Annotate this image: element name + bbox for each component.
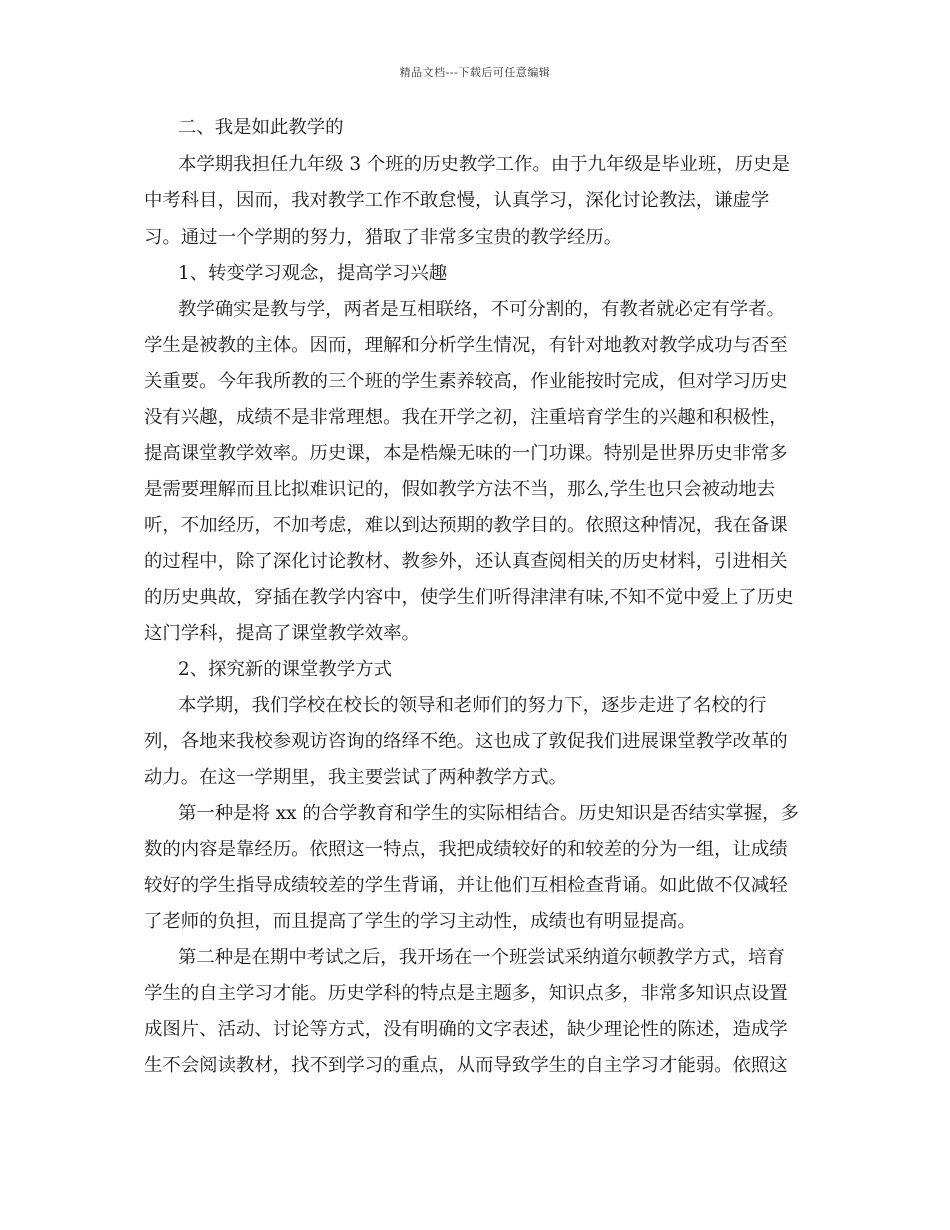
paragraph-line: 中考科目，因而，我对教学工作不敢怠慢，认真学习，深化讨论教法，谦虚学 bbox=[144, 190, 770, 211]
paragraph-line: 学生是被教的主体。因而，理解和分析学生情况，有针对地教对教学成功与否至 bbox=[144, 335, 788, 356]
paragraph-line: 习。通过一个学期的努力，猎取了非常多宝贵的教学经历。 bbox=[144, 227, 623, 248]
paragraph-line: 提高课堂教学效率。历史课，本是梏燥无味的一门功课。特别是世界历史非常多 bbox=[144, 443, 788, 464]
paragraph-line: 听，不加经历，不加考虑，难以到达预期的教学目的。依照这种情况，我在备课 bbox=[144, 515, 788, 536]
paragraph-line: 第二种是在期中考试之后，我开场在一个班尝试采纳道尔顿教学方式，培育 bbox=[178, 947, 785, 968]
paragraph-line: 的历史典故，穿插在教学内容中，使学生们听得津津有味,不知不觉中爱上了历史 bbox=[144, 587, 794, 608]
paragraph-line: 教学确实是教与学，两者是互相联络，不可分割的，有教者就必定有学者。 bbox=[178, 299, 785, 320]
paragraph-line: 数的内容是靠经历。依照这一特点，我把成绩较好的和较差的分为一组，让成绩 bbox=[144, 839, 788, 860]
paragraph-line: 本学期，我们学校在校长的领导和老师们的努力下，逐步走进了名校的行 bbox=[178, 695, 767, 716]
paragraph-line: 关重要。今年我所教的三个班的学生素养较高，作业能按时完成，但对学习历史 bbox=[144, 371, 788, 392]
paragraph-line: 较好的学生指导成绩较差的学生背诵，并让他们互相检查背诵。如此做不仅减轻 bbox=[144, 875, 788, 896]
paragraph-line: 第一种是将 xx 的合学教育和学生的实际相结合。历史知识是否结实掌握，多 bbox=[178, 803, 799, 824]
subsection-heading: 2、探究新的课堂教学方式 bbox=[178, 659, 392, 680]
paragraph-line: 这门学科，提高了课堂教学效率。 bbox=[144, 623, 420, 644]
paragraph-line: 了老师的负担，而且提高了学生的学习主动性，成绩也有明显提高。 bbox=[144, 911, 696, 932]
paragraph-line: 没有兴趣，成绩不是非常理想。我在开学之初，注重培育学生的兴趣和积极性， bbox=[144, 407, 788, 428]
paragraph-line: 成图片、活动、讨论等方式，没有明确的文字表述，缺少理论性的陈述，造成学 bbox=[144, 1019, 788, 1040]
paragraph-line: 列，各地来我校参观访咨询的络绎不绝。这也成了敦促我们进展课堂教学改革的 bbox=[144, 731, 788, 752]
paragraph-line: 动力。在这一学期里，我主要尝试了两种教学方式。 bbox=[144, 767, 567, 788]
section-heading: 二、我是如此教学的 bbox=[178, 117, 344, 138]
page-header: 精品文档---下载后可任意编辑 bbox=[399, 66, 551, 79]
paragraph-line: 是需要理解而且比拟难识记的，假如教学方法不当，那么,学生也只会被动地去 bbox=[144, 479, 776, 500]
paragraph-line: 的过程中，除了深化讨论教材、教参外，还认真查阅相关的历史材料，引进相关 bbox=[144, 551, 788, 572]
paragraph-line: 学生的自主学习才能。历史学科的特点是主题多，知识点多，非常多知识点设置 bbox=[144, 983, 788, 1004]
paragraph-line: 生不会阅读教材，找不到学习的重点，从而导致学生的自主学习才能弱。依照这 bbox=[144, 1055, 788, 1076]
subsection-heading: 1、转变学习观念，提高学习兴趣 bbox=[178, 263, 448, 284]
paragraph-line: 本学期我担任九年级 3 个班的历史教学工作。由于九年级是毕业班，历史是 bbox=[178, 154, 790, 175]
